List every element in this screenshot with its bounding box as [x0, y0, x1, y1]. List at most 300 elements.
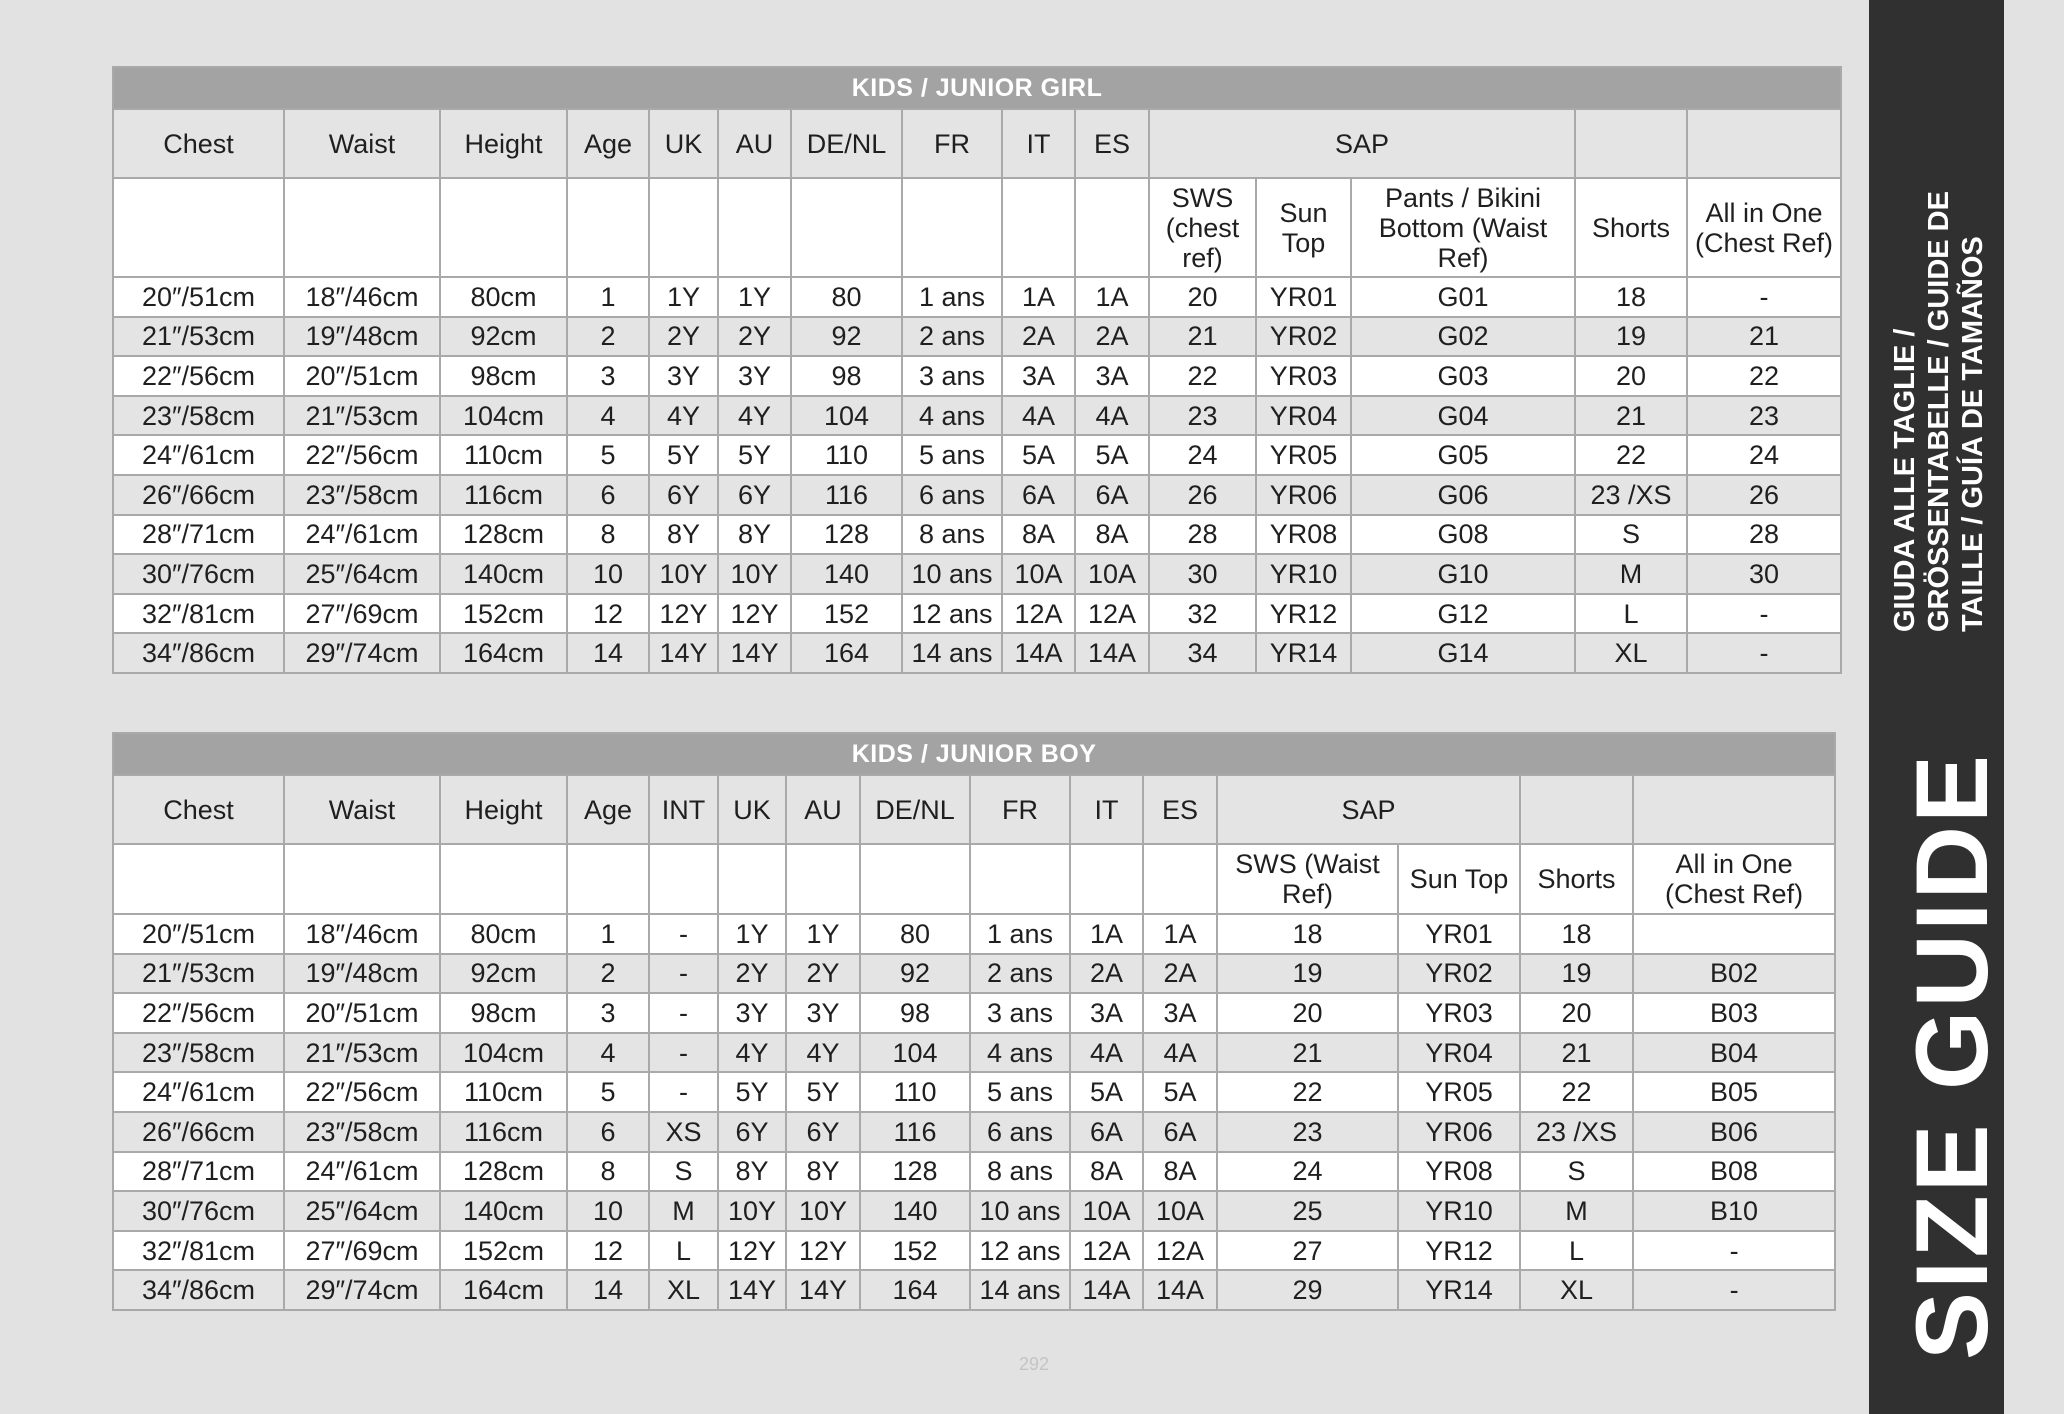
table-cell: 140cm [440, 554, 567, 594]
table-cell: 12 [567, 594, 649, 634]
subheader-sun-top: Sun Top [1398, 844, 1520, 914]
table-cell: YR01 [1398, 914, 1520, 954]
table-cell: M [1520, 1191, 1633, 1231]
subheader-blank [1143, 844, 1217, 914]
table-cell: M [649, 1191, 718, 1231]
table-cell: 25″/64cm [284, 554, 440, 594]
table-cell: 20 [1520, 993, 1633, 1033]
table-cell: 8A [1070, 1152, 1143, 1192]
table-cell: YR14 [1398, 1270, 1520, 1310]
subheader-shorts: Shorts [1520, 844, 1633, 914]
table-cell: 4Y [718, 1033, 786, 1073]
table-cell: 1Y [649, 277, 718, 317]
table-cell: YR08 [1398, 1152, 1520, 1192]
subheader-blank [567, 844, 649, 914]
table-cell: 98 [860, 993, 970, 1033]
table-cell: 4 [567, 396, 649, 436]
table-cell: 5 [567, 435, 649, 475]
table-cell: 14A [1075, 633, 1149, 673]
table-cell: 12Y [718, 1231, 786, 1271]
table-cell: 4A [1002, 396, 1075, 436]
table-cell: 26 [1687, 475, 1841, 515]
table-cell: 10A [1002, 554, 1075, 594]
table-cell: 3 ans [902, 356, 1002, 396]
table-cell: 164cm [440, 1270, 567, 1310]
table-cell: 6A [1002, 475, 1075, 515]
table-cell: 104 [860, 1033, 970, 1073]
table-cell: 164 [791, 633, 902, 673]
table-cell: 98cm [440, 356, 567, 396]
header-waist: Waist [284, 109, 440, 178]
table-cell: 5A [1070, 1072, 1143, 1112]
table-cell: 10 ans [902, 554, 1002, 594]
table-cell: 4 ans [970, 1033, 1070, 1073]
table-cell: 3Y [649, 356, 718, 396]
table-cell: 23 [1687, 396, 1841, 436]
table-cell: G12 [1351, 594, 1575, 634]
table-cell: 14A [1143, 1270, 1217, 1310]
table-cell: 110cm [440, 1072, 567, 1112]
table-cell: 22″/56cm [113, 993, 284, 1033]
table-cell: G02 [1351, 317, 1575, 357]
table-cell: 6 ans [970, 1112, 1070, 1152]
table-cell: 21″/53cm [284, 1033, 440, 1073]
table-cell: 1A [1143, 914, 1217, 954]
table-cell: 18 [1520, 914, 1633, 954]
table-cell: 104 [791, 396, 902, 436]
table-cell: 2A [1002, 317, 1075, 357]
subheader-blank [791, 178, 902, 277]
table-row [113, 277, 1841, 317]
table-cell: G03 [1351, 356, 1575, 396]
table-cell: 24 [1217, 1152, 1398, 1192]
subheader-blank [786, 844, 860, 914]
table-cell: 14Y [718, 1270, 786, 1310]
table-cell: 80cm [440, 914, 567, 954]
header-blank [1520, 775, 1633, 844]
table-cell [1633, 914, 1835, 954]
table-row [113, 475, 1841, 515]
table-cell: - [649, 1033, 718, 1073]
header-uk: UK [649, 109, 718, 178]
table-cell: 21 [1149, 317, 1256, 357]
table-cell: 19″/48cm [284, 317, 440, 357]
table-cell: 21″/53cm [113, 954, 284, 994]
table-cell: 5Y [718, 435, 791, 475]
table-cell: 10 [567, 1191, 649, 1231]
table-cell: 25 [1217, 1191, 1398, 1231]
table-cell: XL [1575, 633, 1687, 673]
table-cell: 128 [791, 515, 902, 555]
table-cell: 3 [567, 356, 649, 396]
table-cell: L [649, 1231, 718, 1271]
table-cell: 92 [860, 954, 970, 994]
table-cell: 29 [1217, 1270, 1398, 1310]
table-cell: 26 [1149, 475, 1256, 515]
table-cell: 6A [1075, 475, 1149, 515]
table-cell: S [1520, 1152, 1633, 1192]
table-cell: 4 ans [902, 396, 1002, 436]
table-cell: 12Y [649, 594, 718, 634]
table-row [113, 1033, 1835, 1073]
table-cell: S [1575, 515, 1687, 555]
table-cell: 28 [1149, 515, 1256, 555]
table-cell: M [1575, 554, 1687, 594]
table-cell: 8Y [718, 515, 791, 555]
table-cell: 23″/58cm [113, 1033, 284, 1073]
table-cell: 4 [567, 1033, 649, 1073]
table-cell: G10 [1351, 554, 1575, 594]
header-blank [1575, 109, 1687, 178]
table-cell: XL [649, 1270, 718, 1310]
table-cell: 116 [860, 1112, 970, 1152]
table-cell: B08 [1633, 1152, 1835, 1192]
header-es: ES [1075, 109, 1149, 178]
table-cell: B05 [1633, 1072, 1835, 1112]
table-cell: 26″/66cm [113, 1112, 284, 1152]
table-cell: G08 [1351, 515, 1575, 555]
table-cell: 3 ans [970, 993, 1070, 1033]
table-cell: 14A [1002, 633, 1075, 673]
header-int: INT [649, 775, 718, 844]
table-cell: 4Y [786, 1033, 860, 1073]
table-row [113, 914, 1835, 954]
table-cell: 128cm [440, 1152, 567, 1192]
table-cell: 34″/86cm [113, 1270, 284, 1310]
table-cell: 5A [1143, 1072, 1217, 1112]
header-fr: FR [902, 109, 1002, 178]
table-cell: 2 ans [970, 954, 1070, 994]
table-cell: 22 [1575, 435, 1687, 475]
table-row [113, 515, 1841, 555]
table-cell: 21 [1687, 317, 1841, 357]
header-es: ES [1143, 775, 1217, 844]
table-row [113, 1152, 1835, 1192]
table-cell: 12A [1075, 594, 1149, 634]
table-cell: 23″/58cm [113, 396, 284, 436]
table-cell: 8 [567, 1152, 649, 1192]
header-sap: SAP [1149, 109, 1575, 178]
table-cell: 1Y [718, 277, 791, 317]
table-cell: 4A [1075, 396, 1149, 436]
table-cell: 24 [1687, 435, 1841, 475]
table-cell: 32 [1149, 594, 1256, 634]
table-cell: 6Y [718, 475, 791, 515]
subheader-sun-top: Sun Top [1256, 178, 1351, 277]
table-cell: 116cm [440, 1112, 567, 1152]
table-cell: 12 [567, 1231, 649, 1271]
table-row [113, 435, 1841, 475]
table-cell: - [1633, 1270, 1835, 1310]
table-cell: 5 ans [902, 435, 1002, 475]
table-cell: 34″/86cm [113, 633, 284, 673]
table-cell: 8A [1075, 515, 1149, 555]
table-cell: 32″/81cm [113, 594, 284, 634]
table-cell: 8Y [649, 515, 718, 555]
table-cell: 110 [860, 1072, 970, 1112]
table-cell: 5 [567, 1072, 649, 1112]
table-cell: 5Y [718, 1072, 786, 1112]
table-cell: 24″/61cm [113, 435, 284, 475]
table-cell: 19″/48cm [284, 954, 440, 994]
table-cell: 3A [1075, 356, 1149, 396]
table-cell: 5A [1075, 435, 1149, 475]
table-cell: 14 [567, 633, 649, 673]
table-cell: 10 [567, 554, 649, 594]
table-cell: 6 [567, 475, 649, 515]
table-cell: 1A [1002, 277, 1075, 317]
header-au: AU [786, 775, 860, 844]
table-cell: 6 ans [902, 475, 1002, 515]
table-cell: 14Y [786, 1270, 860, 1310]
table-cell: 6A [1070, 1112, 1143, 1152]
table-cell: YR06 [1256, 475, 1351, 515]
table-cell: 12Y [718, 594, 791, 634]
table-cell: 6 [567, 1112, 649, 1152]
header-age: Age [567, 109, 649, 178]
table-row [113, 633, 1841, 673]
table-cell: YR12 [1256, 594, 1351, 634]
table-cell: 128 [860, 1152, 970, 1192]
subheader-blank [567, 178, 649, 277]
table-cell: 110cm [440, 435, 567, 475]
table-cell: 98cm [440, 993, 567, 1033]
table-row [113, 356, 1841, 396]
table-cell: 23 /XS [1520, 1112, 1633, 1152]
page-number: 292 [1018, 1354, 1050, 1374]
table-cell: 110 [791, 435, 902, 475]
table-cell: 14A [1070, 1270, 1143, 1310]
table-cell: 1A [1075, 277, 1149, 317]
table-cell: YR14 [1256, 633, 1351, 673]
table-cell: 10Y [786, 1191, 860, 1231]
table-cell: 4A [1070, 1033, 1143, 1073]
subheader-blank [440, 844, 567, 914]
table-cell: 10Y [718, 554, 791, 594]
header-fr: FR [970, 775, 1070, 844]
header-height: Height [440, 109, 567, 178]
header-age: Age [567, 775, 649, 844]
table-cell: 1Y [786, 914, 860, 954]
table-cell: 164 [860, 1270, 970, 1310]
table-row [113, 1072, 1835, 1112]
table-cell: 10 ans [970, 1191, 1070, 1231]
subheader-blank [902, 178, 1002, 277]
table-row [113, 993, 1835, 1033]
table-cell: 2 [567, 954, 649, 994]
table-cell: XS [649, 1112, 718, 1152]
subheader-blank [284, 178, 440, 277]
subheader-blank [284, 844, 440, 914]
subheader-pants-bikini: Pants / Bikini Bottom (Waist Ref) [1351, 178, 1575, 277]
table-cell: 19 [1520, 954, 1633, 994]
table-cell: YR03 [1398, 993, 1520, 1033]
table-cell: YR12 [1398, 1231, 1520, 1271]
table-cell: 32″/81cm [113, 1231, 284, 1271]
table-cell: 2 ans [902, 317, 1002, 357]
table-cell: 6Y [786, 1112, 860, 1152]
table-cell: 5A [1002, 435, 1075, 475]
table-cell: 22 [1149, 356, 1256, 396]
table-cell: 10A [1143, 1191, 1217, 1231]
subheader-blank [440, 178, 567, 277]
header-au: AU [718, 109, 791, 178]
table-cell: 12 ans [970, 1231, 1070, 1271]
table-cell: 104cm [440, 1033, 567, 1073]
table-cell: 4Y [649, 396, 718, 436]
table-cell: - [649, 1072, 718, 1112]
subheader-all-in-one: All in One (Chest Ref) [1687, 178, 1841, 277]
table-cell: 25″/64cm [284, 1191, 440, 1231]
boy-table-title: KIDS / JUNIOR BOY [113, 733, 1835, 775]
table-cell: 80 [860, 914, 970, 954]
table-cell: 1 ans [970, 914, 1070, 954]
table-cell: 152 [791, 594, 902, 634]
table-cell: 14 ans [902, 633, 1002, 673]
table-cell: 3A [1070, 993, 1143, 1033]
subheader-blank [649, 178, 718, 277]
table-cell: 5 ans [970, 1072, 1070, 1112]
table-cell: 3 [567, 993, 649, 1033]
table-cell: 21″/53cm [113, 317, 284, 357]
header-height: Height [440, 775, 567, 844]
table-cell: 6Y [649, 475, 718, 515]
table-cell: 164cm [440, 633, 567, 673]
table-cell: 2A [1075, 317, 1149, 357]
table-cell: YR03 [1256, 356, 1351, 396]
table-cell: 98 [791, 356, 902, 396]
table-cell: 28″/71cm [113, 515, 284, 555]
table-cell: 1 ans [902, 277, 1002, 317]
table-cell: 6A [1143, 1112, 1217, 1152]
table-cell: 140 [860, 1191, 970, 1231]
subheader-sws: SWS (chest ref) [1149, 178, 1256, 277]
table-cell: 20 [1149, 277, 1256, 317]
table-cell: 10A [1075, 554, 1149, 594]
table-cell: 152cm [440, 594, 567, 634]
table-cell: 3A [1002, 356, 1075, 396]
table-cell: - [1687, 277, 1841, 317]
table-cell: YR02 [1398, 954, 1520, 994]
table-cell: - [1687, 633, 1841, 673]
table-cell: 128cm [440, 515, 567, 555]
table-cell: 20 [1217, 993, 1398, 1033]
table-cell: B10 [1633, 1191, 1835, 1231]
size-guide-subtitle [1888, 192, 1990, 632]
subheader-blank [113, 844, 284, 914]
table-cell: 23 /XS [1575, 475, 1687, 515]
table-row [113, 594, 1841, 634]
table-cell: 21 [1575, 396, 1687, 436]
subheader-shorts: Shorts [1575, 178, 1687, 277]
table-cell: 29″/74cm [284, 1270, 440, 1310]
header-it: IT [1002, 109, 1075, 178]
subheader-blank [113, 178, 284, 277]
table-cell: YR04 [1256, 396, 1351, 436]
table-cell: G01 [1351, 277, 1575, 317]
table-row [113, 396, 1841, 436]
table-cell: 22″/56cm [113, 356, 284, 396]
table-row [113, 954, 1835, 994]
table-cell: 140cm [440, 1191, 567, 1231]
table-row [113, 1270, 1835, 1310]
table-cell: G14 [1351, 633, 1575, 673]
header-chest: Chest [113, 109, 284, 178]
table-cell: 23 [1217, 1112, 1398, 1152]
table-cell: YR05 [1398, 1072, 1520, 1112]
table-cell: 8A [1143, 1152, 1217, 1192]
table-cell: 5Y [649, 435, 718, 475]
table-cell: - [1633, 1231, 1835, 1271]
table-cell: 80cm [440, 277, 567, 317]
table-cell: 1 [567, 914, 649, 954]
table-cell: 27″/69cm [284, 594, 440, 634]
table-cell: 92 [791, 317, 902, 357]
subheader-blank [970, 844, 1070, 914]
table-cell: 1Y [718, 914, 786, 954]
table-cell: 23 [1149, 396, 1256, 436]
table-cell: 104cm [440, 396, 567, 436]
table-cell: 18″/46cm [284, 277, 440, 317]
table-cell: 24″/61cm [284, 515, 440, 555]
table-cell: 14Y [718, 633, 791, 673]
table-cell: 6Y [718, 1112, 786, 1152]
table-cell: 3Y [718, 993, 786, 1033]
table-cell: 10Y [649, 554, 718, 594]
table-cell: YR06 [1398, 1112, 1520, 1152]
header-uk: UK [718, 775, 786, 844]
table-cell: 23″/58cm [284, 1112, 440, 1152]
table-cell: 22″/56cm [284, 1072, 440, 1112]
header-it: IT [1070, 775, 1143, 844]
table-cell: 28 [1687, 515, 1841, 555]
table-cell: 24″/61cm [113, 1072, 284, 1112]
table-cell: 24 [1149, 435, 1256, 475]
table-cell: 152cm [440, 1231, 567, 1271]
subheader-blank [1002, 178, 1075, 277]
table-cell: 2Y [649, 317, 718, 357]
table-cell: 22 [1520, 1072, 1633, 1112]
subtitle-line: GRÖSSENTABELLE / GUIDE DE [1923, 191, 1955, 632]
table-cell: 92cm [440, 954, 567, 994]
header-blank [1633, 775, 1835, 844]
table-cell: B02 [1633, 954, 1835, 994]
table-cell: L [1575, 594, 1687, 634]
table-cell: 116cm [440, 475, 567, 515]
table-cell: 19 [1217, 954, 1398, 994]
table-cell: 30 [1687, 554, 1841, 594]
table-cell: 22″/56cm [284, 435, 440, 475]
table-cell: 140 [791, 554, 902, 594]
table-cell: 27 [1217, 1231, 1398, 1271]
table-cell: 23″/58cm [284, 475, 440, 515]
table-cell: G06 [1351, 475, 1575, 515]
table-cell: 30″/76cm [113, 1191, 284, 1231]
table-cell: 5Y [786, 1072, 860, 1112]
header-waist: Waist [284, 775, 440, 844]
table-cell: 2Y [718, 317, 791, 357]
subheader-blank [1070, 844, 1143, 914]
table-row [113, 1191, 1835, 1231]
table-cell: G05 [1351, 435, 1575, 475]
table-cell: 21″/53cm [284, 396, 440, 436]
table-cell: 12A [1143, 1231, 1217, 1271]
table-cell: 2Y [718, 954, 786, 994]
subheader-blank [1075, 178, 1149, 277]
table-cell: 21 [1520, 1033, 1633, 1073]
table-cell: YR08 [1256, 515, 1351, 555]
table-cell: B06 [1633, 1112, 1835, 1152]
